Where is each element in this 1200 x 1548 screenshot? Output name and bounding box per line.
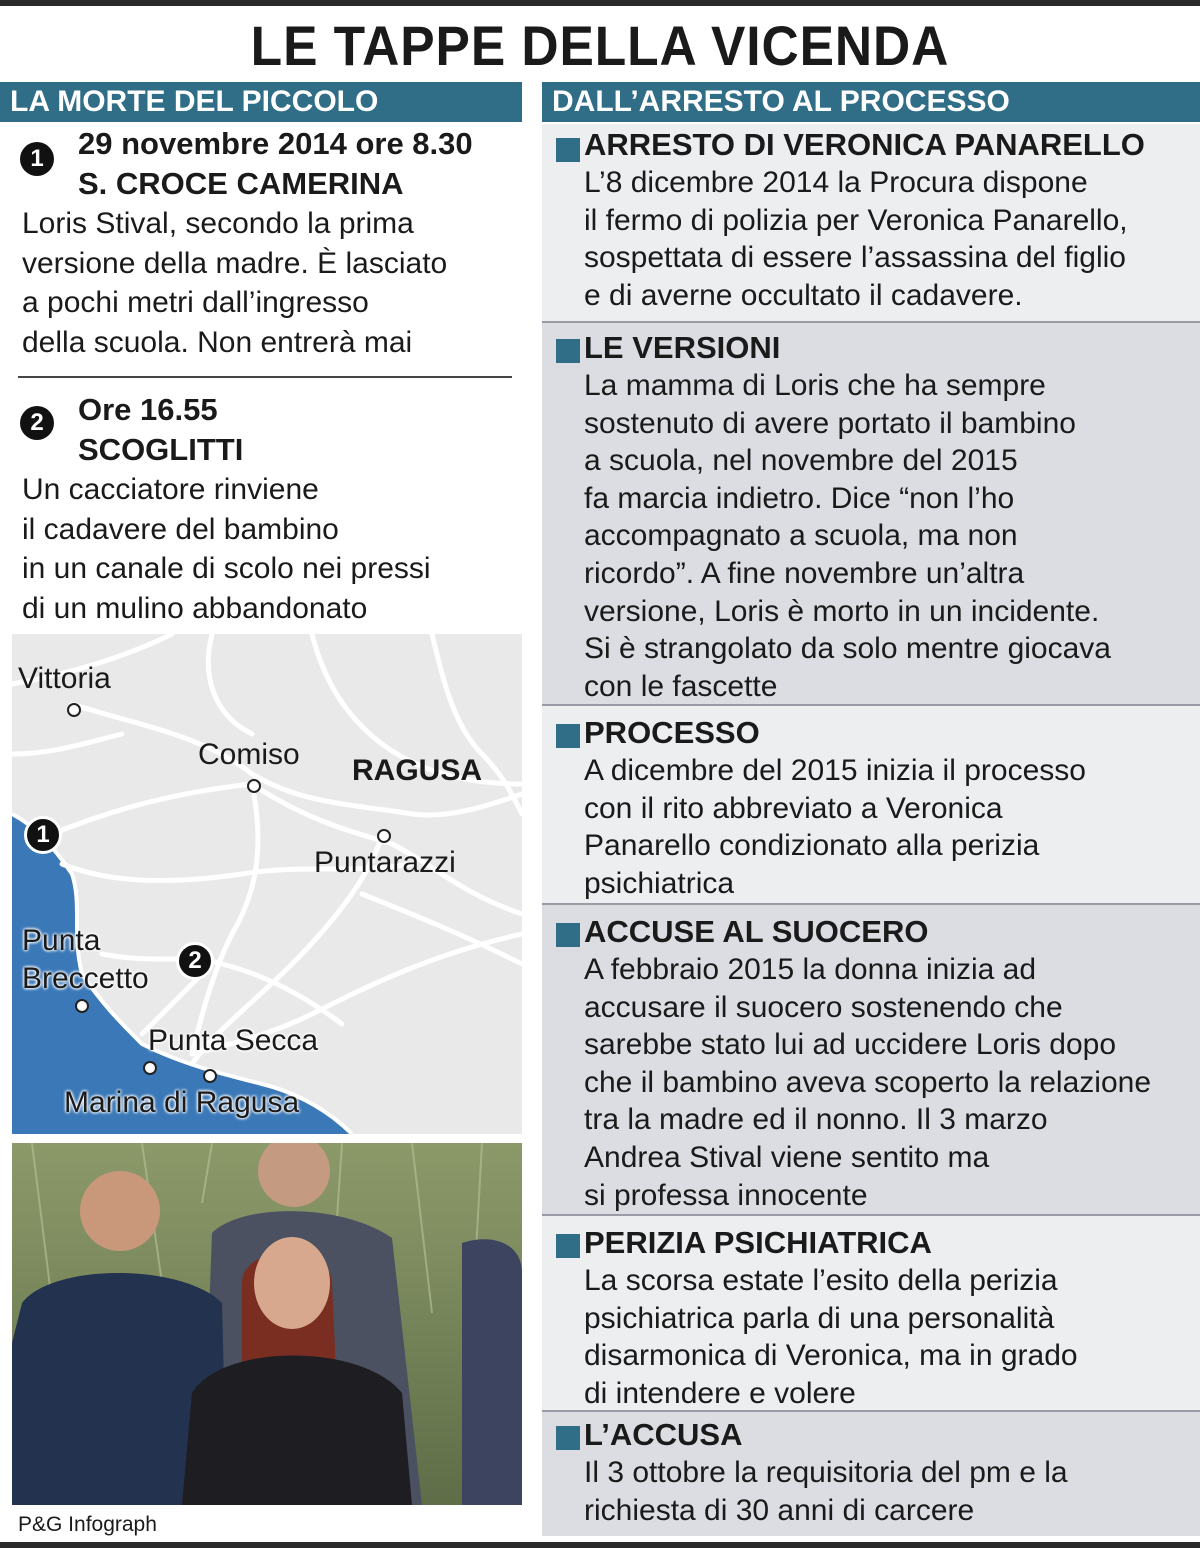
section-accuse-al-suocero [542,905,1200,1214]
news-photo [12,1143,522,1505]
section-title: L’ACCUSA [584,1417,743,1452]
event-text-line: Loris Stival, secondo la prima [22,207,414,240]
section-text-line: accompagnato a scuola, ma non [584,519,1018,553]
event-description [22,204,532,362]
section-title: ACCUSE AL SUOCERO [584,914,929,949]
section-text [584,164,1196,314]
map-label-breccetto: Breccetto [22,962,149,995]
map-location-badge-2: 2 [176,942,214,980]
section-text-line: richiesta di 30 anni di carcere [584,1493,975,1527]
section-text-line: tra la madre ed il nonno. Il 3 marzo [584,1103,1048,1137]
section-text-line: L’8 dicembre 2014 la Procura dispone [584,166,1088,199]
section-title: ARRESTO DI VERONICA PANARELLO [584,127,1145,162]
section-text-line: sarebbe stato lui ad uccidere Loris dopo [584,1028,1117,1062]
map-label-vittoria: Vittoria [18,662,111,695]
section-text [584,367,1196,705]
section-title: LE VERSIONI [584,330,781,365]
section-text-line: che il bambino aveva scoperto la relazione [584,1065,1151,1099]
map-label-marina-di-ragusa: Marina di Ragusa [64,1086,300,1119]
area-map [12,634,522,1134]
event-text-line: di un mulino abbandonato [22,591,368,625]
town-marker-punta-secca [144,1062,156,1074]
map-label-punta-secca: Punta Secca [148,1024,319,1057]
event-1 [0,124,530,374]
bottom-rule [0,1542,1200,1548]
event-place: SCOGLITTI [78,432,244,467]
section-text-line: il fermo di polizia per Veronica Panarello, [584,203,1128,237]
section-text-line: psichiatrica parla di una personalità [584,1301,1055,1335]
section-text-line: si professa innocente [584,1178,868,1212]
town-marker-marina-di-ragusa [204,1070,216,1082]
section-text-line: sostenuto di avere portato il bambino [584,406,1076,440]
right-column-heading: DALL’ARRESTO AL PROCESSO [542,82,1200,122]
section-perizia-psichiatrica [542,1216,1200,1410]
section-text-line: psichiatrica [584,866,735,900]
section-text [584,1454,1196,1529]
map-location-badge-1: 1 [24,816,62,854]
event-text-line: in un canale di scolo nei pressi [22,552,431,585]
section-text-line: A dicembre del 2015 inizia il processo [584,754,1086,787]
section-text-line: Panarello condizionato alla perizia [584,829,1040,863]
event-text-line: Un cacciatore rinviene [22,473,319,506]
section-marker [556,724,580,748]
event-description [22,470,532,628]
credit-line: P&G Infograph [18,1513,157,1536]
section-text-line: con le fascette [584,669,778,703]
section-marker [556,923,580,947]
event-number-badge: 2 [20,406,54,440]
section-text-line: A febbraio 2015 la donna inizia ad [584,953,1037,986]
map-label-comiso: Comiso [198,738,300,771]
section-text-line: sospettata di essere l’assassina del figlio [584,241,1126,275]
map-graphic [12,634,522,1134]
section-l-accusa [542,1412,1200,1536]
section-text-line: Andrea Stival viene sentito ma [584,1140,990,1174]
page-title: LE TAPPE DELLA VICENDA [250,14,950,77]
photo-illustration [12,1143,522,1505]
map-label-puntarazzi: Puntarazzi [314,846,456,879]
left-column-heading: LA MORTE DEL PICCOLO [0,82,522,122]
section-title: PROCESSO [584,715,760,750]
section-text-line: con il rito abbreviato a Veronica [584,791,1003,825]
map-label-ragusa: RAGUSA [352,754,483,787]
town-marker-comiso [248,780,260,792]
section-text-line: Il 3 ottobre la requisitoria del pm e la [584,1456,1068,1489]
section-text [584,951,1196,1214]
town-marker-vittoria [68,704,80,716]
event-divider [18,376,512,378]
section-arresto [542,124,1200,321]
event-text-line: a pochi metri dall’ingresso [22,286,369,319]
section-text-line: Si è strangolato da solo mentre giocava [584,632,1111,666]
section-text-line: versione, Loris è morto in un incidente. [584,594,1100,628]
section-text-line: e di averne occultato il cadavere. [584,278,1023,312]
section-text-line: La scorsa estate l’esito della perizia [584,1264,1058,1297]
top-rule [0,0,1200,6]
section-marker [556,138,580,162]
event-place: S. CROCE CAMERINA [78,166,404,201]
town-marker-puntarazzi [378,830,390,842]
event-time: Ore 16.55 [78,392,218,427]
section-text [584,1262,1196,1412]
town-marker-punta-breccetto [76,1000,88,1012]
map-label-punta: Punta [22,924,101,957]
section-title: PERIZIA PSICHIATRICA [584,1225,932,1260]
event-2 [0,390,530,630]
section-text-line: accusare il suocero sostenendo che [584,990,1063,1024]
section-text [584,752,1196,902]
section-text-line: ricordo”. A fine novembre un’altra [584,556,1025,590]
event-text-line: della scuola. Non entrerà mai [22,325,413,359]
section-marker [556,339,580,363]
section-text-line: a scuola, nel novembre del 2015 [584,444,1018,478]
event-text-line: versione della madre. È lasciato [22,246,448,280]
section-processo [542,706,1200,903]
section-text-line: fa marcia indietro. Dice “non l’ho [584,481,1015,515]
section-marker [556,1426,580,1450]
section-text-line: La mamma di Loris che ha sempre [584,369,1046,402]
section-versioni [542,323,1200,704]
event-number-badge: 1 [20,142,54,176]
event-text-line: il cadavere del bambino [22,512,339,546]
section-marker [556,1234,580,1258]
section-text-line: disarmonica di Veronica, ma in grado [584,1339,1078,1373]
event-date: 29 novembre 2014 ore 8.30 [78,126,473,161]
section-text-line: di intendere e volere [584,1376,856,1410]
